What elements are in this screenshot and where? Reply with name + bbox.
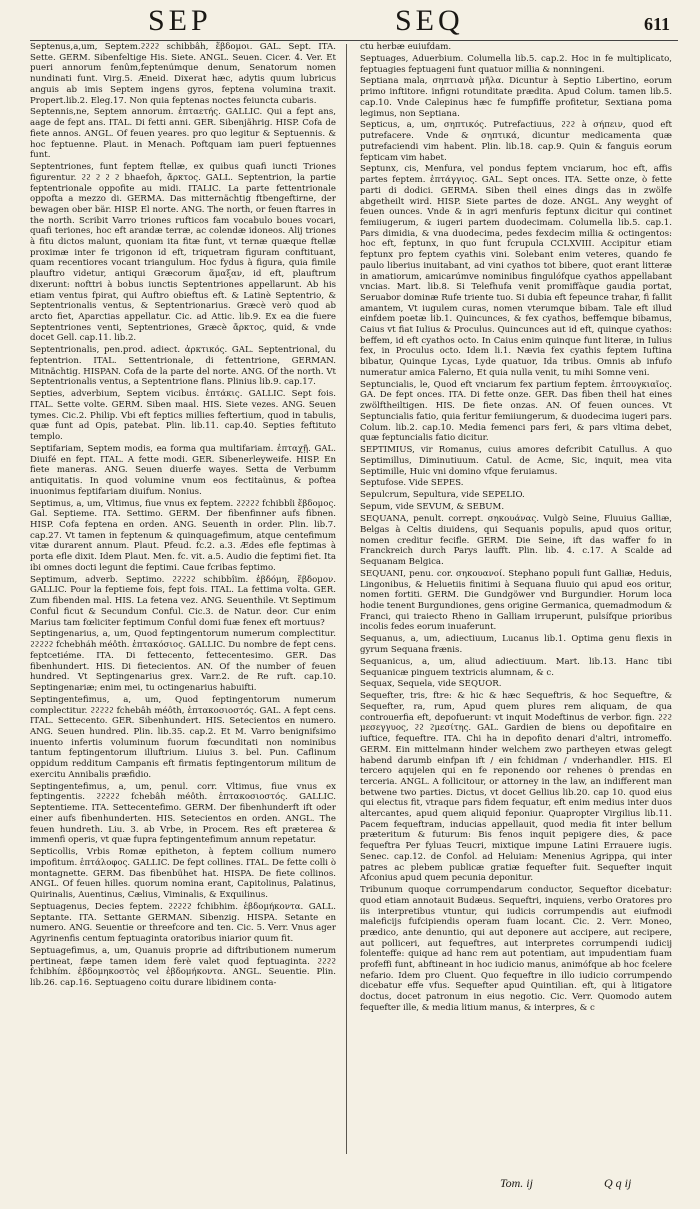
entry-septicus: Septicus, a, um, σηπτικός. Putrefactiuus, ϩϩϩ à σήπειν, quod eft putrefacere. Vnde & σηπτικά, dicuntur medicamenta quæ putrefaciendi vim habent. Plin. lib.18. cap.9. Quin & fanguis eorum fepticam vim habet. xyxy=(360,120,672,163)
entry-septingentesimus: Septingentefimus, a, um, Quod feptingentorum numerum complectitur. ϩϩϩϩϩ fchebâh méôth, ἑπτακοσιοστός. GAL. A fept cens. ITAL. Settecento. GER. Sibenhundert. HIS. Setecientos en numero. ANG. Seuen hundred. Plin. lib.35. cap.2. Et M. Varro benignifsimo inuento infertis voluminum fuorum fœcunditati non nominibus tantum feptingentorum illuftrium. Liuius 3. bel. Pun. Caflinum oppidum redditum Campanis eft firmatis feptingentorum militum de exercitu Annibalis præfidio. xyxy=(30,694,336,780)
entry-sequester-tribunus: Tribunum quoque corrumpendarum conductor, Sequeftor dicebatur: quod etiam annotauit Budæus. Sequeftri, inquiens, verbo Oratores pro iis interpretibus vtuntur, qui iudicis corrumpendis aut eiufmodi maleficijs fufcipiendis operam fuam locant. Cic. 2. Verr. Moneo, prædico, ante denuntio, qui aut deponere aut accipere, aut recipere, aut polliceri, aut fequeftres, aut interpretes corrumpendi iudicij folenteffe: quique ad hanc rem aut potentiam, aut impudentiam fuam profeffi funt, abftineant in hoc iudicio manus, animófque ab hoc fcelere nefario. Idem pro Cluent. Quo fequeftre in illo iudicio corrumpendo dicebatur effe vfus. Sequefter apud Quintilian. eft, qui à litigatore doctus, docet patronum in eius negotio. Cic. Verr. Quomodo autem fequefter ille, & media litium manus, & interpres, & c xyxy=(360,885,672,1013)
running-head-right: SEQ xyxy=(395,4,464,37)
volume-label: Tom. ij xyxy=(500,1176,533,1190)
entry-sequanicus: Sequanicus, a, um, aliud adiectiuum. Mart. lib.13. Hanc tibi Sequanicæ pinguem textricis alumnam, & c. xyxy=(360,656,672,678)
entry-septenus: Septenus,a,um, Septem.ϩϩϩϩ schibbâh, ἕβδομοι. GAL. Sept. ITA. Sette. GERM. Sibenfeltige His. Siete. ANGL. Seuen. Cicer. 4. Ver. Et pueri annorum fenûm,feptenúmque denum, Senatorum nomen nundinati funt. Virg.5. Æneid. Dixerat hæc, adytis quum lubricus anguis ab imis Septem ingens gyros, feptena volumina traxit. Propert.lib.2. Eleg.17. Non quia feptenas noctes feiuncta cubaris. xyxy=(30,42,336,106)
entry-sequanus: Sequanus, a, um, adiectiuum, Lucanus lib.1. Optima genu flexis in gyrum Sequana frænis. xyxy=(360,634,672,655)
entry-sepulcrum: Sepulcrum, Sepultura, vide SEPELIO. xyxy=(360,490,525,501)
entry-septuagenus: Septuagenus, Decies feptem. ϩϩϩϩϩ fchibhim. ἑβδομήκοντα. GALL. Septante. ITA. Settante GERMAN. Sibenzig. HISPA. Setante en numero. ANG. Seuentie or threefcore and ten. Cic. 5. Verr. Vnus ager Agyrinenfis centum feptuaginta oratoribus iniarior quum fit. xyxy=(30,901,336,944)
entry-septingentesimus-ordinal: Septingentefimus, a, um, penul. corr. Vltimus, fiue vnus ex feptingentis. ϩϩϩϩϩ fchebâh méôth. ἑπτακοσιοστός. GALLIC. Septentieme. ITA. Settecentefimo. GERM. Der fibenhunderft ift oder einer aufs fibenhunderten. HIS. Setecientos en orden. ANGL. The feuen hundreth. Liu. 3. ab Vrbe, in Procem. Res eft præterea & immenfi operis, vt quæ fupra feptingentefimum annum repetatur. xyxy=(30,781,336,846)
entry-septuncialis: Septuncialis, le, Quod eft vnciarum fex partium feptem. ἑπτουγκιαῖος. GA. De fept onces. ITA. Di fette onze. GER. Das fiben theil hat eines zwölftheiltigen. HIS. De fiete onzas. AN. Of feuen ounces. Vt Septuncialis fatio, quia feritur femiiungerum, & duodecima iugeri pars. Colum. lib.2. cap.10. Media femenci pars feri, & pars vltima debet, quæ feptuncialis fatio dicitur. xyxy=(360,379,672,444)
entry-septingenarius: Septingenarius, a, um, Quod feptingentorum numerum complectitur. ϩϩϩϩϩ fchebháh méôth. ἑπτακόσιος. GALLIC. Du nombre de fept cens. feptcetiéme. ITA. Di fettecento, fettecentesimo. GER. Das fibenhundert. HIS. Di fietecientos. AN. Of the number of feuen hundred. Vt Septingenarius grex. Varr.2. de Re ruft. cap.10. Septingenariæ; enim mei, tu octingenarius habuifti. xyxy=(30,629,336,693)
entry-septifariam: Septifariam, Septem modis, ea forma qua multifariam. ἑπταχῇ. GAL. Diuifé en fept. ITAL. A fette modi. GER. Sibenerleyweife. HISP. En fiete maneras. ANG. Seuen diuerfe wayes. Setta de Verbumm antiquitatis. In quod volumine vnum eos fectitaùnus, & poftea inuonimus feptifariam diuifum. Nonius. xyxy=(30,443,336,497)
header-rule xyxy=(30,40,678,41)
entry-sequester: Sequefter, tris, ftre: & hic & hæc Sequeftris, & hoc Sequeftre, & Sequefter, ra, rum, Apud quem plures rem aliquam, de qua controuerfia eft, depofuerunt: vt inquit Modeftinus de verbor. fign. ϩϩϩ μεσεγγυος, ϩϩ ϩμεσίτης. GAL. Gardien de biens ou depofitaire en iuftice, fequeftre. ITA. Chi ha in depofito denari d'altri, intromeffo. GERM. Ein mittelmann hinder welchem zwo partheyen etwas gelegt habend darumb einfpan ift / ein fchidman / vnderhandler. HIS. El tercero aqujelen qui en fe reponendo oor rehenes ò prendas en terceria. ANGL. A follicitour, or attorney in the law, an indifferent man betwene two parties. Dictus, vt docet Gellius lib.20. cap 10. quod eius qui electus fit, vtraque pars fidem fequatur, eft enim medius inter duos altercantes, apud quem aliquid feponiur. Quapropter Virgilius lib.11. Pacem fequeftram, inducias appellauit, quod media fit inter bellum præteritum & futurum: Bis fenos inquit pepigere dies, & pace fequeftra Per fyluas Teucri, mixtique impune Latini Errauere iugis. Senec. cap.12. de Confol. ad Heluiam: Menenius Agrippa, qui inter patres ac plebem publicæ gratiæ fequefter fuit. Sequefter inquit Afconius apud quem pecunia deponitur. xyxy=(360,691,672,884)
entry-sequani: SEQUANI, penu. cor. σηκουανοί. Stephano populi funt Galliæ, Heduis, Lingonibus, & Heluetiis finitimi à Sequana fluuio qui apud eos oritur, nomen fortiti. GERM. Die Gundgöwer vnd Burgundier. Horum loca hodie tenent Burgundiones, gens origine Germanica, quemadmodum & Franci, qui traiecto Rheno in Galliam irruperunt, pulsífque prioribus incolis fedes eorum inuaferunt. xyxy=(360,568,672,633)
entry-sequana: SEQUANA, penult. corrept. σηκουάνας. Vulgò Seine, Fluuius Galliæ, Belgas à Celtis diuidens, qui Sequanis populis, apud quos oritur, nomen creditur fecifle. GERM. Die Seine, ift das waffer fo in Franckreich durch Parys laufft. Plin. lib. 4. c.17. A Scalde ad Sequanam Belgica. xyxy=(360,514,672,567)
entry-sequax: Sequax, Sequela, vide SEQUOR. xyxy=(360,679,502,690)
entry-septufose: Septufose. Vide SEPES. xyxy=(360,478,464,489)
entry-septunx: Septunx, cis, Menfura, vel pondus feptem vnciarum, hoc eft, affis partes feptem. ἑπτάγγιος. GAL. Sept onces. ITA. Sette onze, ò fette parti di dodici. GERMA. Siben theil eines dings das in zwölfe abgetheilt wird. HISP. Siete partes de doze. ANGL. Any weyght of feuen ounces. Vnde & in agri menfuris feptunx dicitur qui continet femiiugerum, & iugeri partem duodecimam. Columella lib.5. cap.1. Pars dimidia, & vna duodecima, pedes fexdecim millia & octingentos: hoc eft, feptunx, in quo funt fcrupula CCLXVIII. Accipitur etiam feptunx pro feptem cyathis vini. Solebant enim veteres, quando fe paulo liberius inuitabant, ad vini cyathos tot bibere, quot erant litteræ in amatiorum, amicarúmve nominibus fingulófque cyathos appellabant vncias. Mart. lib.8. Si Telefhufa venit promiffàque gaudia portat, Seruabor dominæ Rufe triente tuo. Si dubia eft fepeunce trahar, fi fallit amantem, Vt iugulem curas, nomen vterumque bibam. Tale eft illud einfdem poetæ lib.1. Quincunces, & fex cyathos, beffemque bibamus, Caius vt fiat Iulius & Proculus. Quincunces aut id eft, quinque cyathos: beffem, id eft cyathos octo. In Caius enim quinque funt literæ, in Iulius fex, in Proculus octo. Idem li.1. Nævia fex cyathis feptem Iuftina bibatur, Quinque Lycas, Lyde quatuor, Ida tribus. Omnis ab infufo numeratur amica Falerno, Et quia nulla venit, tu mihi Somne veni. xyxy=(360,164,672,378)
entry-septicollis: Septicollis, Vrbis Romæ epitheton, à feptem collium numero impofitum. ἑπτάλοφος. GALLIC. De fept collines. ITAL. De fette colli ò montagnette. GERM. Das fibenbühet hat. HISPA. De fiete collinos. ANGL. Of feuen hilles. quorum nomina erant, Capitolinus, Palatinus, Quirinalis, Auentinus, Cælius, Viminalis, & Exquilinus. xyxy=(30,847,336,900)
entry-septentrionalis: Septentrionalis, pen.prod. adiect. ἀρκτικός. GAL. Septentrional, du feptentrion. ITAL. Settentrionale, di fettentrione, GERMAN. Mitnächtig. HISPAN. Cofa de la parte del norte. ANG. Of the north. Vt Septentrionalis ventus, a Septentrione flans. Plinius lib.9. cap.17. xyxy=(30,345,336,388)
entry-septennis: Septennis,ne, Septem annorum. ἑπταετής. GALLIC. Qui a fept ans, aage de fept ans. ITAL. Di fetti anni. GER. Sibenjährig. HISP. Cofa de fiete annos. ANGL. Of feuen yeares. pro quo legitur & Septuennis. & hoc feptuenne. Plaut. in Menach. Poftquam iam pueri feptuennes funt. xyxy=(30,107,336,161)
entry-sepum: Sepum, vide SEVUM, & SEBUM. xyxy=(360,502,505,513)
right-column xyxy=(360,42,672,1015)
column-divider xyxy=(346,44,347,1154)
entry-septuagesimus: Septuagefimus, a, um, Quanuis proprie ad diftributionem numerum pertineat, fæpe tamen idem ferè valet quod feptuaginta. ϩϩϩϩ fchibhím. ἑβδομηκοστὸς vel ἑβδομήκοντα. ANGL. Seuentie. Plin. lib.26. cap.16. Septuageno coitu durare libidinem conta- xyxy=(30,945,336,988)
entry-septuagies: Septuages, Aduerbium. Columella lib.5. cap.2. Hoc in fe multiplicato, feptuagies feptuageni funt quatuor millia & nonningeni. xyxy=(360,53,672,75)
entry-septies: Septies, adverbium, Septem vicibus. ἑπτάκις. GALLIC. Sept fois. ITAL. Sette volte. GERM. Siben maal. HIS. Siete vezes. ANG. Seuen tymes. Cic.2. Philip. Vbi eft feptics millies feftertium, quod in tabulis, quæ funt ad Opis, patebat. Plin. lib.11. cap.40. Septies feftituto templo. xyxy=(30,389,336,443)
entry-septentriones: Septentriones, funt feptem ftellæ, ex quibus quafi iuncti Triones figurentur. ϩϩ ϩ ϩ ϩ bhaefoh, ἄρκτος. GALL. Septentrion, la partie feptentrionale oppofite au midi. ITALIC. La parte fettentrionale oppofta a mezzo di. GERMA. Das mitternächtig ftbengeftirne, der bewagen ober bär. HISP. El norte. ANG. The north, or feuen ftarres in the north. Scribit Varro triones rufticos fam vocabulo boues vocari, quafi teriones, hoc eft arandæ terræ, ac colendæ idoneos. Alij triones à fitu dictos malunt, quoniam ita fitæ funt, vt ternæ quæque ftellæ proximæ inter fe trigonon id eft, triquetram figuram conftituant, quam recentiores vocant triangulum. Hoc fydus à figura, quia fimile plauftro videtur, antiqui Græcorum ἅμαξαν, id eft, plauftrum dixerunt: nofttri à bobus iunctis Septentriones appellarunt. Ab his etiam ventus fpirat, qui Auftro obieftus eft. & Latinè Septentrio, & Septentrionalis ventus, & Septentrionarius. Græcè verò quod ab arcto fiet, Aparctias appellatur. Cic. ad Attic. lib.9. Ex ea die fuere Septentriones venti, Septentriones, Græcè ἄρκτος, quid, & vnde docet Gell. cap.11. lib.2. xyxy=(30,162,336,344)
entry-septimius: SEPTIMIUS, vir Romanus, cuius amores defcribit Catullus. A quo Septimillus, Diminutiuum. Catul. de Acme, Sic, inquit, mea vita Septimille, Huic vni domino vfque feruiamus. xyxy=(360,445,672,477)
entry-septimum: Septimum, adverb. Septimo. ϩϩϩϩϩ schibbîim. ἑβδόμη, ἕβδομον. GALLIC. Pour la feptieme fois, fept fois. ITAL. La fettima volta. GER. Zum fibenden mal. HIS. La fetena vez. ANG. Seuenthile. Vt Septimum Conful ficut & Secundum Conful. Cic.3. de Natur. deor. Cur enim Marius tam fœliciter feptimum Conful domi fuæ fenex eft mortuus? xyxy=(30,574,336,628)
entry-septimus: Septimus, a, um, Vltimus, fiue vnus ex feptem. ϩϩϩϩϩ fchibbîi ἕβδομος. Gal. Septieme. ITA. Settimo. GERM. Der fibenfinner aufs fibnen. HISP. Cofa feptena en orden. ANG. Seuenth in order. Plin. lib.7. cap.27. Vt tamen in feptenum & quinquagefimum, atque centefimum vitæ durarent annum. Plaut. Pfeud. fc.2. a.3. Ædes efle feptimas à porta efle dixit. Idem Plaut. Men. fc. vit. a.5. Audio die feptimi fiet. Ita ibi omnes docti legunt die feptimi. Caue fcribas feptimo. xyxy=(30,498,336,573)
entry-septiana-mala: Septiana mala, σηπτιανὰ μῆλα. Dicuntur à Septio Libertino, eorum primo inftitore. infigni rotunditate prædita. Apud Colum. tamen lib.5. cap.10. Vnde Calepinus hæc fe fumpfiffe profitetur, Sextiana poma legimus, non Septiana. xyxy=(360,76,672,119)
running-head-left: SEP xyxy=(148,4,212,37)
left-column xyxy=(30,42,336,990)
page-number: 611 xyxy=(644,14,671,34)
entry-continuation: ctu herbæ euiufdam. xyxy=(360,42,452,52)
signature-mark: Q q ij xyxy=(604,1176,632,1190)
